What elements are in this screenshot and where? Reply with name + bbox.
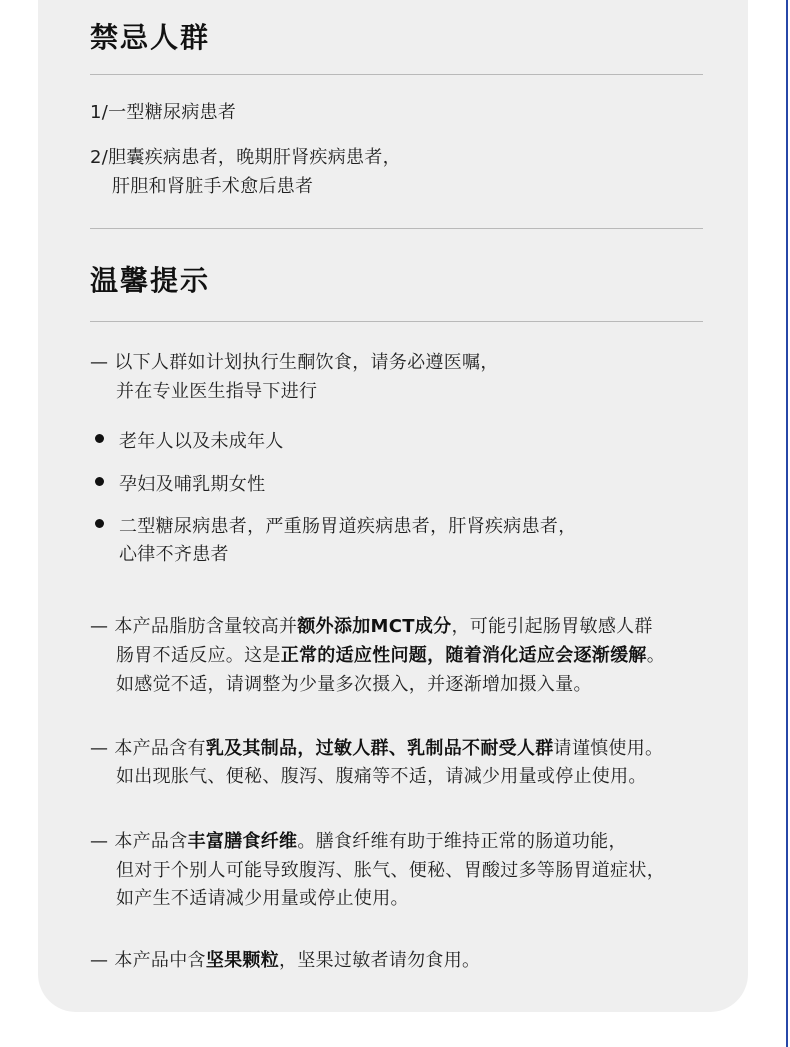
bullet-dot xyxy=(95,519,104,528)
bullet-item-elderly-minors: 老年人以及未成年人 xyxy=(119,431,284,452)
bullet-item-diabetes-line-1: 二型糖尿病患者，严重肠胃道疾病患者，肝肾疾病患者， xyxy=(119,516,577,537)
tips-note-2-line-1: — 本产品脂肪含量较高并额外添加MCT成分，可能引起肠胃敏感人群 xyxy=(90,616,653,637)
bullet-item-diabetes-line-2: 心律不齐患者 xyxy=(119,544,229,565)
tips-note-2-line-2: 肠胃不适反应。这是正常的适应性问题，随着消化适应会逐渐缓解。 xyxy=(116,645,666,666)
bullet-dot xyxy=(95,477,104,486)
divider xyxy=(90,74,703,75)
page-edge-line xyxy=(786,0,788,1047)
contraindicated-item-1: 1/一型糖尿病患者 xyxy=(90,102,237,123)
contraindicated-item-2-line-2: 肝胆和肾脏手术愈后患者 xyxy=(112,176,314,197)
bullet-item-pregnant-lactating: 孕妇及哺乳期女性 xyxy=(119,474,266,495)
contraindicated-title: 禁忌人群 xyxy=(90,21,211,54)
bullet-dot xyxy=(95,434,104,443)
tips-note-1-line-1: — 以下人群如计划执行生酮饮食，请务必遵医嘱， xyxy=(90,352,499,373)
tips-note-4-line-2: 但对于个别人可能导致腹泻、胀气、便秘、胃酸过多等肠胃道症状， xyxy=(116,860,665,881)
tips-note-4-line-3: 如产生不适请减少用量或停止使用。 xyxy=(116,888,409,909)
tips-note-3-line-1: — 本产品含有乳及其制品，过敏人群、乳制品不耐受人群请谨慎使用。 xyxy=(90,738,664,759)
contraindicated-item-2-line-1: 2/胆囊疾病患者，晚期肝肾疾病患者， xyxy=(90,147,401,168)
tips-note-4-line-1: — 本产品含丰富膳食纤维。膳食纤维有助于维持正常的肠道功能， xyxy=(90,831,627,852)
tips-note-1-line-2: 并在专业医生指导下进行 xyxy=(116,381,318,402)
divider xyxy=(90,321,703,322)
tips-note-5: — 本产品中含坚果颗粒，坚果过敏者请勿食用。 xyxy=(90,950,481,971)
tips-note-2-line-3: 如感觉不适，请调整为少量多次摄入，并逐渐增加摄入量。 xyxy=(116,674,592,695)
tips-note-3-line-2: 如出现胀气、便秘、腹泻、腹痛等不适，请减少用量或停止使用。 xyxy=(116,766,647,787)
divider xyxy=(90,228,703,229)
tips-title: 温馨提示 xyxy=(90,264,211,297)
